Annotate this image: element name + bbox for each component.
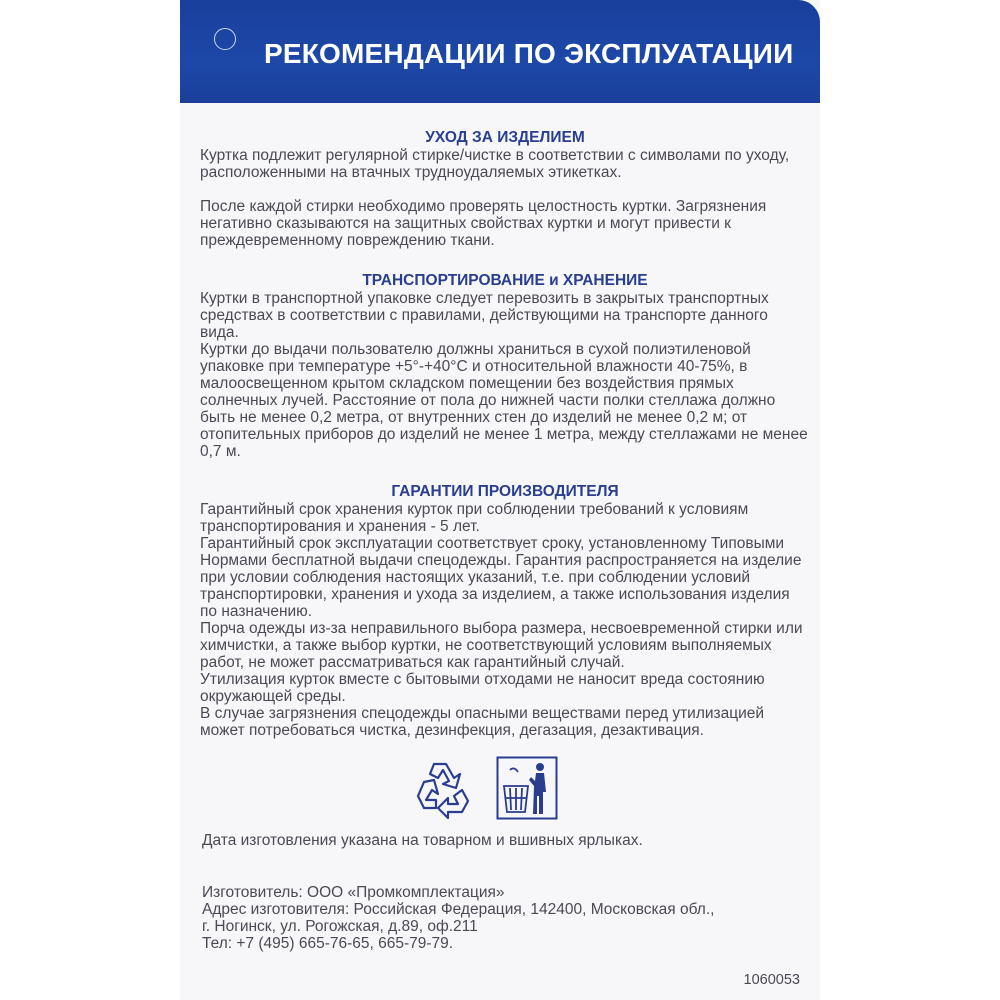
phone: Тел: +7 (495) 665-76-65, 665-79-79.: [202, 935, 454, 952]
care-heading: УХОД ЗА ИЗДЕЛИЕМ: [425, 129, 585, 146]
warranty-paragraph-4: Утилизация курток вместе с бытовыми отходами не наносит вреда состоянию окружающей среды.: [200, 671, 765, 705]
transport-heading: ТРАНСПОРТИРОВАНИЕ и ХРАНЕНИЕ: [362, 272, 648, 289]
transport-paragraph-2: Куртки до выдачи пользователю должны храниться в сухой полиэтиленовой упаковке при температуре +5°-+40°С и относительной влажности 40-75%, в малоосвещенном крытом складском помещении без воздействия прямых солнечных лучей. Расстояние от пола до нижней части полки стеллажа должно быть не менее 0,2 метра, от внутренних стен до изделий не менее 0,2 м; от отопительных приборов до изделий не менее 1 метра, между стеллажами не менее 0,7 м.: [200, 341, 808, 460]
address-line-2: г. Ногинск, ул. Рогожская, д.89, оф.211: [202, 918, 478, 935]
hang-hole: [214, 28, 236, 50]
care-paragraph-2: После каждой стирки необходимо проверять целостность куртки. Загрязнения негативно сказываются на защитных свойствах куртки и могут привести к преждевременному повреждению ткани.: [200, 198, 767, 249]
page-title: РЕКОМЕНДАЦИИ ПО ЭКСПЛУАТАЦИИ: [264, 38, 794, 69]
warranty-paragraph-2: Гарантийный срок эксплуатации соответствует сроку, установленному Типовыми Нормами бесплатной выдачи спецодежды. Гарантия распространяется на изделие при условии соблюдения настоящих указаний, т.е. при соблюдении условий транспортировки, хранения и ухода за изделием, а также использования изделия по назначению.: [200, 535, 802, 620]
trash-bin-icon: [496, 756, 558, 820]
manufacturer: Изготовитель: ООО «Промкомплектация»: [202, 884, 505, 901]
transport-paragraph-1: Куртки в транспортной упаковке следует перевозить в закрытых транспортных средствах в соответствии с правилами, действующими на транспорте данного вида.: [200, 290, 769, 341]
warranty-paragraph-1: Гарантийный срок хранения курток при соблюдении требований к условиям транспортирования и хранения - 5 лет.: [200, 501, 749, 535]
instruction-card: [180, 0, 820, 1000]
recycle-icon: [412, 756, 474, 820]
care-paragraph-1: Куртка подлежит регулярной стирке/чистке в соответствии с символами по уходу, расположенными на втачных трудноудаляемых этикетках.: [200, 147, 790, 181]
footer: [202, 832, 802, 952]
header-banner: [180, 0, 820, 103]
manufacture-date-note: Дата изготовления указана на товарном и вшивных ярлыках.: [202, 832, 643, 849]
product-code: 1060053: [743, 972, 800, 988]
warranty-paragraph-5: В случае загрязнения спецодежды опасными веществами перед утилизацией может потребоваться чистка, дезинфекция, дегазация, дезактивация.: [200, 705, 765, 739]
address-line-1: Адрес изготовителя: Российская Федерация, 142400, Московская обл.,: [202, 901, 715, 918]
main-content: [200, 128, 810, 739]
warranty-paragraph-3: Порча одежды из-за неправильного выбора размера, несвоевременной стирки или химчистки, а также выбор куртки, не соответствующий условиям выполняемых работ, не может рассматриваться как гарантийный случай.: [200, 620, 803, 671]
warranty-heading: ГАРАНТИИ ПРОИЗВОДИТЕЛЯ: [391, 483, 619, 500]
disposal-icons: [412, 756, 562, 820]
